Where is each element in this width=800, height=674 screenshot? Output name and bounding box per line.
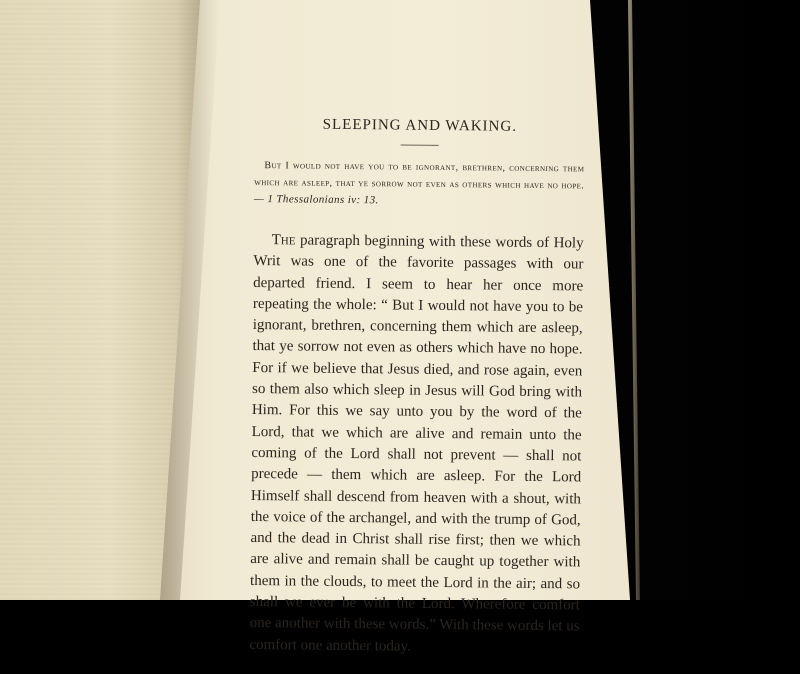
epigraph-citation: — 1 Thessalonians iv: 13. [254, 192, 379, 207]
paragraph-lead-word: The [271, 232, 296, 249]
epigraph [254, 157, 585, 211]
body-paragraph [249, 230, 583, 659]
chapter-title: SLEEPING AND WAKING. [322, 116, 518, 135]
title-rule [401, 145, 439, 146]
paragraph-text: paragraph beginning with these words of Holy Writ was one of the favorite passages with our departed friend. I seem to hear her once more repeating the whole: “ But I would not have you to be ignorant, brethren, concerning them which are asleep, that ye sorrow not even as others which have no hope. For if we believe that Jesus died, and rose again, even so them also which sleep in Jesus will God bring with Him. For this we say unto you by the word of the Lord, that we which are alive and remain unto the coming of the Lord shall not prevent — shall not precede — them which are asleep. For the Lord Himself shall descend from heaven with a shout, with the voice of the archangel, and with the trump of God, and the dead in Christ shall rise first; then we which are alive and remain shall be caught up together with them in the clouds, to meet the Lord in the air; and so shall we ever be with the Lord. Wherefore comfort one another with these words.” With these words let us comfort one another today. [249, 232, 584, 655]
page-text-block [249, 110, 585, 674]
epigraph-text: But I would not have you to be ignorant, brethren, concerning them which are asleep, that ye sorrow not even as others which have no hope. [254, 160, 585, 192]
